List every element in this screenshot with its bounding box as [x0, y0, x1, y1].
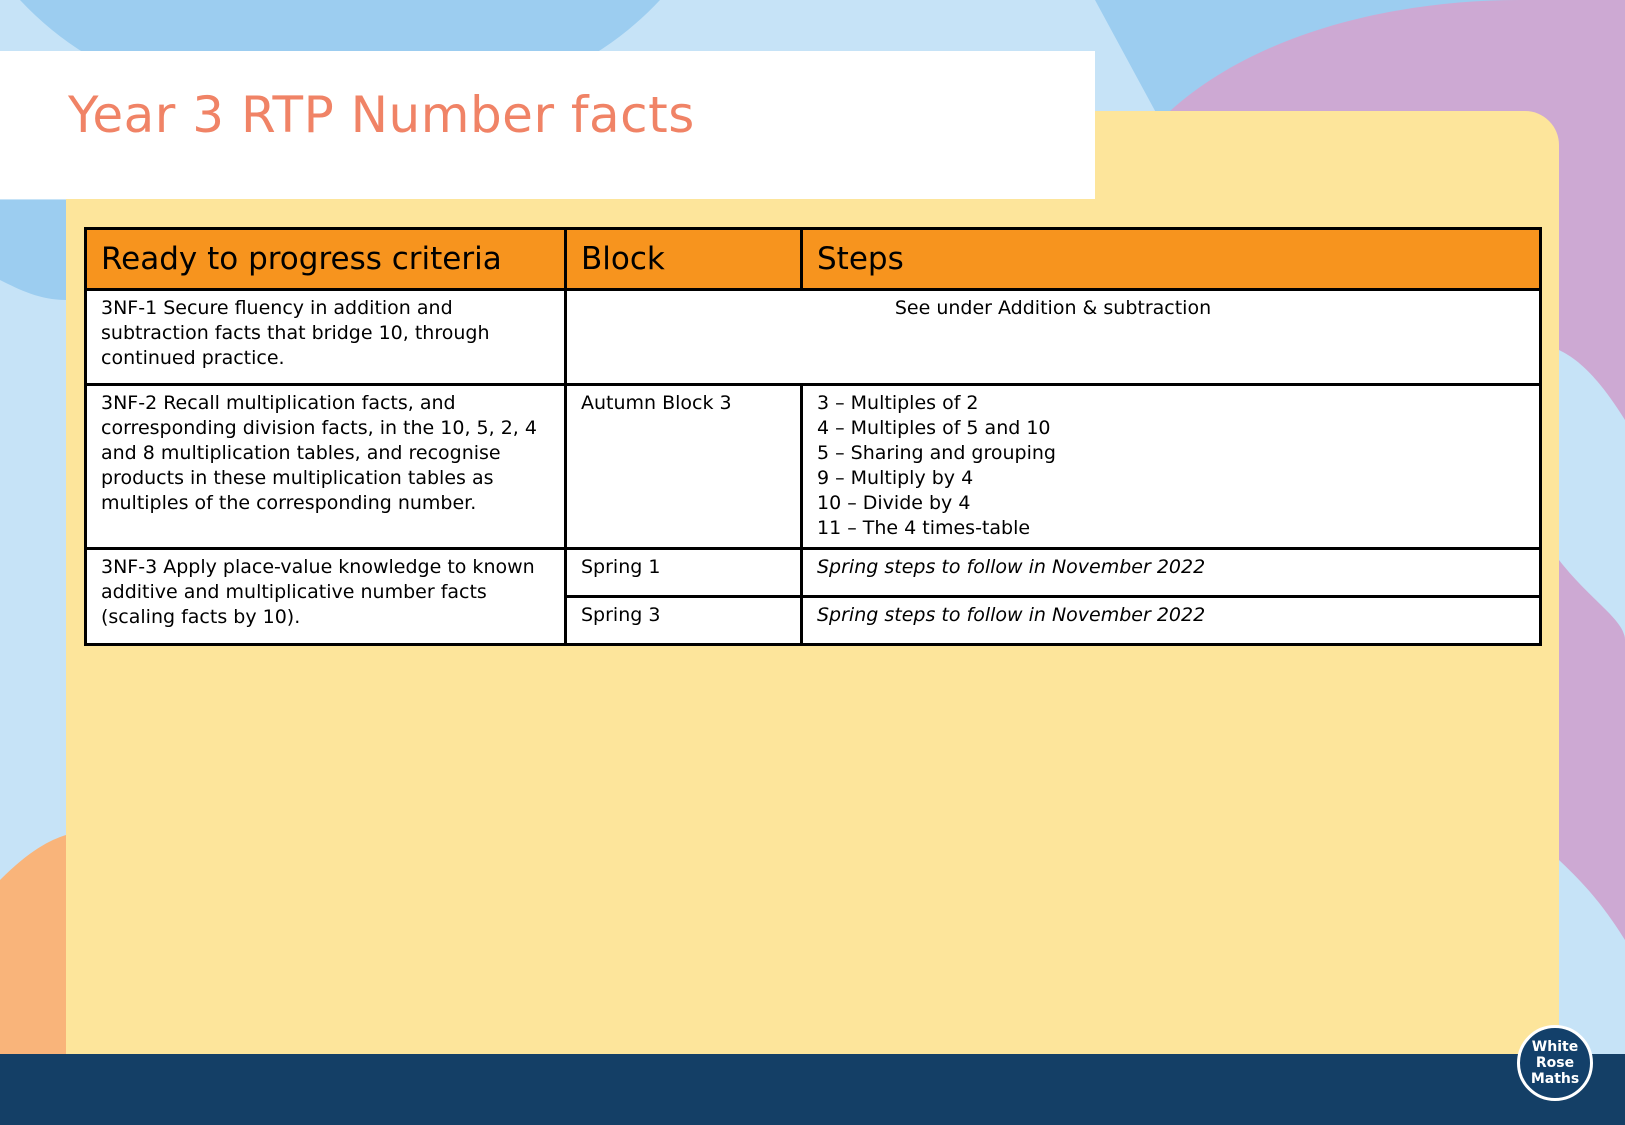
step-item: 10 – Divide by 4: [817, 492, 971, 514]
block-cell: Spring 1: [566, 549, 802, 597]
footer-bar: [0, 1054, 1625, 1125]
table-header-row: [86, 229, 1541, 290]
note-cell: See under Addition & subtraction: [566, 290, 1541, 385]
step-item: 3 – Multiples of 2: [817, 392, 979, 414]
block-cell: Autumn Block 3: [566, 385, 802, 549]
header-block: Block: [566, 229, 802, 290]
criteria-cell: 3NF-1 Secure fluency in addition and subtraction facts that bridge 10, through continued practice.: [86, 290, 566, 385]
step-item: 11 – The 4 times-table: [817, 517, 1031, 539]
criteria-cell: 3NF-2 Recall multiplication facts, and corresponding division facts, in the 10, 5, 2, 4 and 8 multiplication tables, and recognise products in these multiplication tables as multiples of the corresponding number.: [86, 385, 566, 549]
page-title: Year 3 RTP Number facts: [68, 86, 695, 144]
criteria-cell: 3NF-3 Apply place-value knowledge to known additive and multiplicative number facts (scaling facts by 10).: [86, 549, 566, 645]
logo-line: Rose: [1535, 1055, 1575, 1071]
steps-cell: Spring steps to follow in November 2022: [802, 549, 1541, 597]
header-steps: Steps: [802, 229, 1541, 290]
table-row: [86, 385, 1541, 549]
logo-line: Maths: [1530, 1071, 1580, 1087]
steps-cell: [802, 385, 1541, 549]
header-criteria: Ready to progress criteria: [86, 229, 566, 290]
table-row: [86, 549, 1541, 597]
white-rose-maths-logo: [1517, 1025, 1593, 1101]
logo-line: White: [1531, 1039, 1579, 1055]
step-item: 4 – Multiples of 5 and 10: [817, 417, 1051, 439]
steps-cell: Spring steps to follow in November 2022: [802, 597, 1541, 645]
step-item: 9 – Multiply by 4: [817, 467, 974, 489]
rtp-table: [84, 227, 1542, 646]
block-cell: Spring 3: [566, 597, 802, 645]
table-row: [86, 290, 1541, 385]
step-item: 5 – Sharing and grouping: [817, 442, 1056, 464]
